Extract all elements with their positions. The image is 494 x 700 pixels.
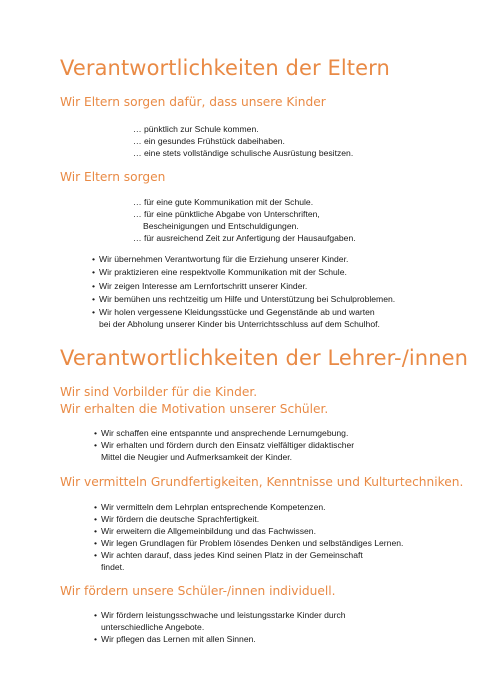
teachers-skills-heading: Wir vermitteln Grundfertigkeiten, Kenntnisse und Kulturtechniken. [60,475,464,489]
bullet-icon: • [94,610,98,620]
bullet-icon: • [94,428,98,438]
parents-bullet-continuation: bei der Abholung unserer Kinder bis Unterrichtsschluss auf dem Schulhof. [99,319,380,329]
teachers-intro-line: Wir sind Vorbilder für die Kinder. [60,385,258,399]
teachers-skills-bullet: • Wir legen Grundlagen für Problem lösendes Denken und selbständiges Lernen. [94,538,404,548]
parents-section2-item: … für eine gute Kommunikation mit der Schule. [133,197,314,207]
parents-section1-item: … ein gesundes Frühstück dabeihaben. [133,136,285,146]
parents-title: Verantwortlichkeiten der Eltern [60,56,390,80]
teachers-individual-continuation: unterschiedliche Angebote. [101,622,205,632]
teachers-skills-bullet: • Wir fördern die deutsche Sprachfertigkeit. [94,514,260,524]
bullet-icon: • [92,267,96,277]
bullet-icon: • [92,294,96,304]
teachers-skills-bullet: • Wir vermitteln dem Lehrplan entsprechende Kompetenzen. [94,502,326,512]
teachers-individual-heading: Wir fördern unsere Schüler-/innen individuell. [60,584,336,598]
parents-section1-item: … eine stets vollständige schulische Ausrüstung besitzen. [133,148,354,158]
teachers-individual-bullet: • Wir fördern leistungsschwache und leistungsstarke Kinder durch [94,610,346,620]
bullet-icon: • [92,307,96,317]
teachers-skills-continuation: findet. [101,562,125,572]
parents-bullet-item: • Wir zeigen Interesse am Lernfortschritt unserer Kinder. [92,281,308,291]
bullet-icon: • [94,550,98,560]
teachers-skills-bullet: • Wir achten darauf, dass jedes Kind seinen Platz in der Gemeinschaft [94,550,363,560]
bullet-icon: • [94,502,98,512]
parents-section2-item: … für ausreichend Zeit zur Anfertigung der Hausaufgaben. [133,233,356,243]
teachers-intro-bullet: • Wir erhalten und fördern durch den Einsatz vielfältiger didaktischer [94,440,355,450]
parents-section2-heading: Wir Eltern sorgen [60,170,166,184]
bullet-icon: • [94,634,98,644]
parents-bullet-item: • Wir praktizieren eine respektvolle Kommunikation mit der Schule. [92,267,347,277]
bullet-icon: • [94,538,98,548]
parents-bullet-item: • Wir übernehmen Verantwortung für die Erziehung unserer Kinder. [92,254,349,264]
parents-bullet-item: • Wir bemühen uns rechtzeitig um Hilfe und Unterstützung bei Schulproblemen. [92,294,396,304]
bullet-icon: • [94,440,98,450]
teachers-individual-bullet: • Wir pflegen das Lernen mit allen Sinnen. [94,634,256,644]
teachers-intro-bullet: • Wir schaffen eine entspannte und ansprechende Lernumgebung. [94,428,349,438]
teachers-intro-continuation: Mittel die Neugier und Aufmerksamkeit der Kinder. [101,452,293,462]
bullet-icon: • [94,526,98,536]
parents-section2-item: … für eine pünktliche Abgabe von Unterschriften, [133,209,320,219]
bullet-icon: • [94,514,98,524]
parents-section1-heading: Wir Eltern sorgen dafür, dass unsere Kinder [60,95,326,109]
parents-bullet-item: • Wir holen vergessene Kleidungsstücke und Gegenstände ab und warten [92,307,375,317]
parents-section1-item: … pünktlich zur Schule kommen. [133,124,259,134]
teachers-title: Verantwortlichkeiten der Lehrer-/innen [60,346,469,370]
bullet-icon: • [92,254,96,264]
teachers-intro-line: Wir erhalten die Motivation unserer Schüler. [60,402,329,416]
teachers-skills-bullet: • Wir erweitern die Allgemeinbildung und das Fachwissen. [94,526,316,536]
parents-section2-item: Bescheinigungen und Entschuldigungen. [143,221,299,231]
bullet-icon: • [92,281,96,291]
